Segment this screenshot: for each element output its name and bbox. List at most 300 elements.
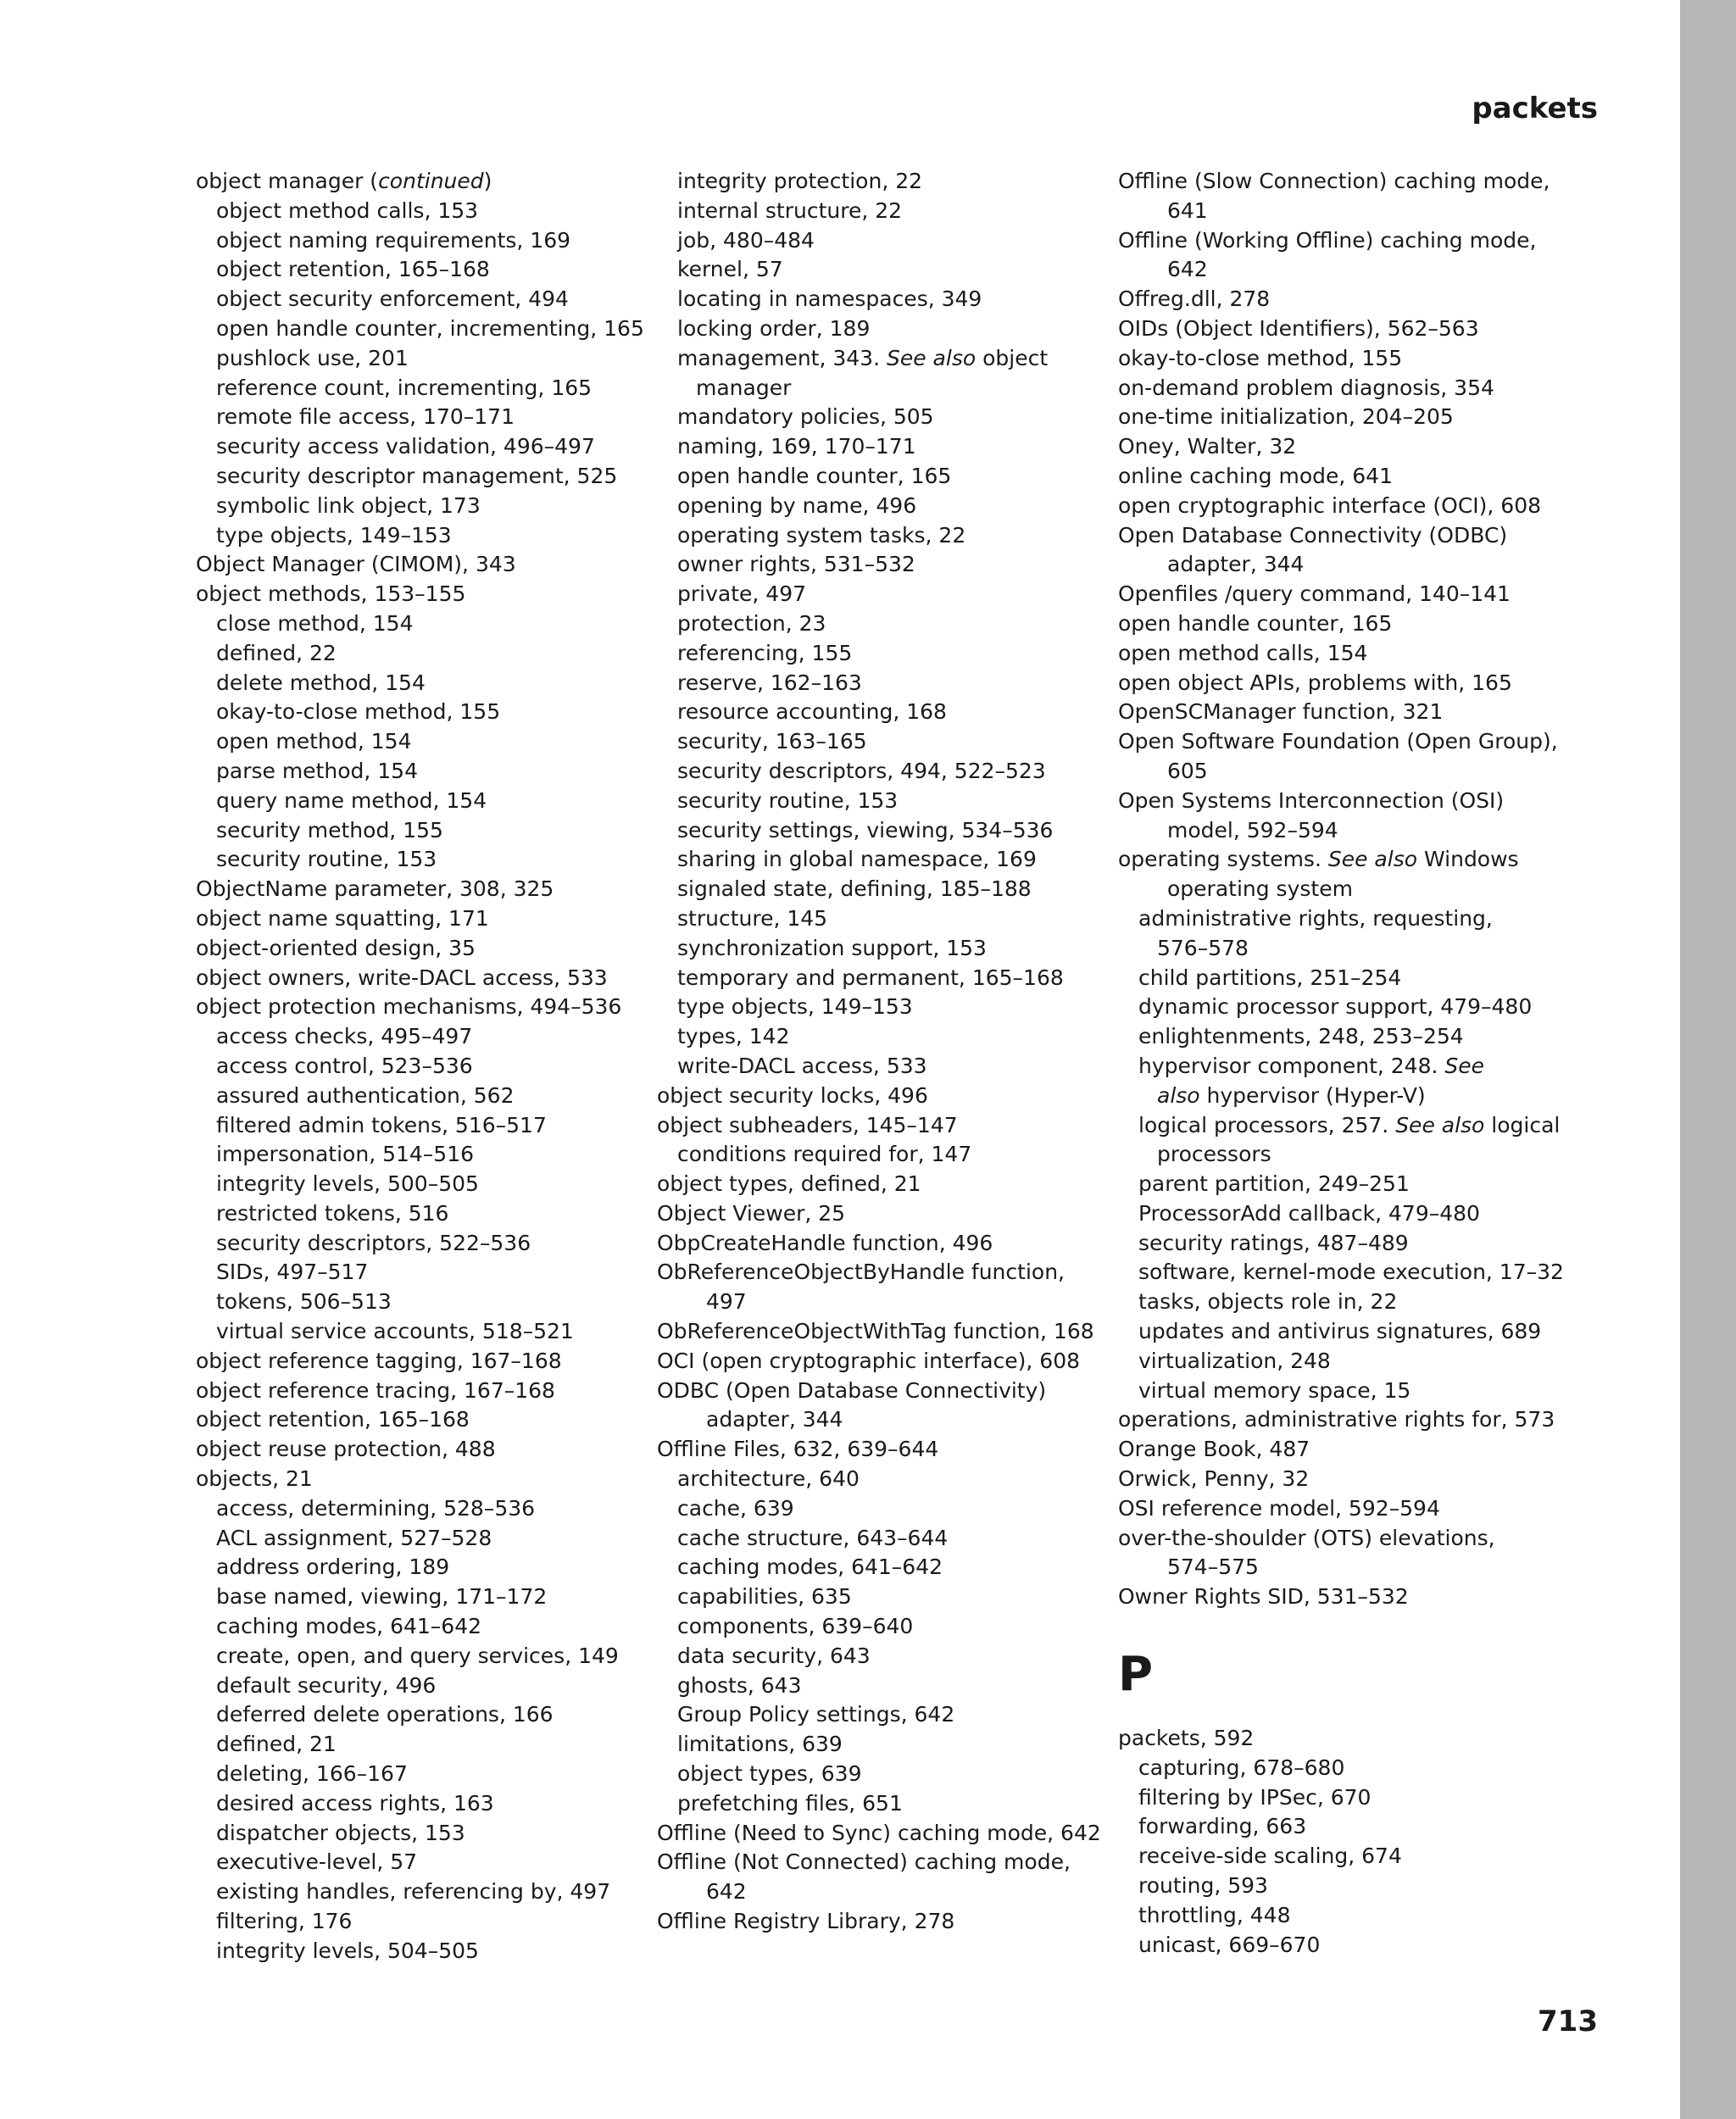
entry-text: ObReferenceObjectByHandle function,: [657, 1260, 1065, 1285]
index-entry: [196, 993, 654, 1022]
index-entry: [1118, 1465, 1627, 1494]
entry-text: Group Policy settings, 642: [677, 1702, 955, 1727]
entry-text: virtualization, 248: [1138, 1348, 1331, 1373]
entry-text: restricted tokens, 516: [216, 1200, 449, 1226]
index-subentry: [196, 521, 654, 551]
entry-text: one-time initialization, 204–205: [1118, 404, 1454, 430]
entry-text: naming, 169, 170–171: [677, 434, 916, 459]
index-entry: [657, 1907, 1106, 1937]
index-subentry: [1118, 1901, 1627, 1931]
index-subentry: [1118, 1199, 1627, 1229]
index-subentry: [196, 1877, 654, 1907]
index-subentry: [657, 432, 1106, 462]
index-subentry: [1118, 904, 1627, 934]
entry-text: access control, 523–536: [216, 1053, 473, 1078]
index-subentry: [196, 609, 654, 639]
entry-text: executive-level, 57: [216, 1849, 418, 1875]
index-subentry: [1118, 1812, 1627, 1842]
entry-text: query name method, 154: [216, 787, 487, 813]
index-subentry: [657, 639, 1106, 669]
index-subentry: [196, 1288, 654, 1317]
index-subentry: [657, 197, 1106, 226]
index-subentry: [657, 226, 1106, 256]
index-subentry: [657, 1760, 1106, 1789]
entry-text: receive-side scaling, 674: [1138, 1844, 1402, 1869]
index-subentry: [196, 1848, 654, 1877]
entry-text: integrity protection, 22: [677, 169, 923, 193]
index-subentry: [1118, 1842, 1627, 1872]
page-number: 713: [1538, 2005, 1598, 2038]
index-subentry: [1118, 1140, 1627, 1170]
index-subentry: [657, 1465, 1106, 1494]
entry-text: 574–575: [1167, 1554, 1259, 1580]
index-entry: [657, 1229, 1106, 1259]
index-entry: [1118, 492, 1627, 521]
entry-text: ODBC (Open Database Connectivity): [657, 1377, 1047, 1403]
index-subentry: [196, 285, 654, 314]
entry-text: 642: [706, 1879, 747, 1905]
entry-text: Object Viewer, 25: [657, 1200, 846, 1226]
index-subentry: [196, 1052, 654, 1082]
entry-text: hypervisor component, 248.: [1138, 1053, 1445, 1078]
index-subentry: [657, 757, 1106, 787]
entry-text: reference count, incrementing, 165: [216, 375, 593, 400]
entry-text: 641: [1167, 197, 1208, 223]
index-subentry: [196, 1082, 654, 1111]
entry-text: object retention, 165–168: [196, 1407, 470, 1432]
entry-text: adapter, 344: [706, 1407, 843, 1432]
index-subentry: [1118, 1931, 1627, 1960]
index-entry: [657, 1877, 1106, 1907]
entry-text: ProcessorAdd callback, 479–480: [1138, 1200, 1480, 1226]
entry-text: sharing in global namespace, 169: [677, 847, 1037, 872]
entry-text: operating systems.: [1118, 847, 1328, 872]
index-subentry: [196, 816, 654, 846]
entry-text: open cryptographic interface (OCI), 608: [1118, 492, 1542, 518]
entry-text: prefetching files, 651: [677, 1790, 903, 1816]
entry-text: assured authentication, 562: [216, 1082, 515, 1108]
entry-text: operating system tasks, 22: [677, 522, 966, 548]
index-entry: [657, 1377, 1106, 1406]
entry-text: filtering by IPSec, 670: [1138, 1784, 1372, 1810]
entry-text: caching modes, 641–642: [677, 1554, 943, 1580]
index-subentry: [196, 432, 654, 462]
index-column-2: [657, 167, 1106, 1937]
entry-text: kernel, 57: [677, 257, 783, 282]
index-entry: [657, 1317, 1106, 1347]
index-entry: [196, 1435, 654, 1465]
entry-text: enlightenments, 248, 253–254: [1138, 1024, 1464, 1049]
index-subentry: [657, 1022, 1106, 1052]
entry-text: Object Manager (CIMOM), 343: [196, 552, 516, 577]
index-subentry: [657, 727, 1106, 757]
entry-text: open object APIs, problems with, 165: [1118, 670, 1512, 695]
index-subentry: [657, 698, 1106, 727]
index-entry: [1118, 285, 1627, 314]
index-subentry: [1118, 1082, 1627, 1111]
index-subentry: [196, 1760, 654, 1789]
entry-text: 576–578: [1157, 935, 1249, 960]
index-entry: [1118, 1553, 1627, 1582]
entry-text: base named, viewing, 171–172: [216, 1584, 548, 1610]
index-entry: [657, 1347, 1106, 1377]
entry-suffix: hypervisor (Hyper-V): [1199, 1082, 1426, 1108]
entry-text: open method, 154: [216, 729, 412, 754]
entry-italic: See also: [886, 345, 976, 370]
entry-text: integrity levels, 504–505: [216, 1938, 479, 1963]
entry-text: access, determining, 528–536: [216, 1495, 536, 1521]
index-subentry: [196, 1199, 654, 1229]
index-entry: [1118, 432, 1627, 462]
entry-text: create, open, and query services, 149: [216, 1643, 619, 1668]
index-subentry: [657, 167, 1106, 197]
entry-text: capturing, 678–680: [1138, 1755, 1345, 1780]
entry-italic: also: [1157, 1082, 1200, 1108]
index-subentry: [196, 1819, 654, 1849]
index-entry: [657, 1199, 1106, 1229]
entry-text: object method calls, 153: [216, 197, 479, 223]
entry-text: Offreg.dll, 278: [1118, 286, 1271, 312]
index-column-3-entries-p: [1118, 1724, 1627, 1960]
entry-text: software, kernel-mode execution, 17–32: [1138, 1260, 1564, 1285]
entry-text: 605: [1167, 758, 1208, 783]
entry-text: tasks, objects role in, 22: [1138, 1289, 1398, 1315]
entry-text: open handle counter, 165: [677, 463, 952, 488]
entry-text: operations, administrative rights for, 573: [1118, 1407, 1555, 1432]
index-subentry: [657, 255, 1106, 285]
entry-text: components, 639–640: [677, 1614, 914, 1639]
entry-text: administrative rights, requesting,: [1138, 905, 1493, 931]
entry-text: packets, 592: [1118, 1726, 1255, 1751]
entry-text: object reuse protection, 488: [196, 1437, 496, 1462]
entry-text: OCI (open cryptographic interface), 608: [657, 1348, 1081, 1373]
entry-text: ACL assignment, 527–528: [216, 1525, 492, 1550]
entry-text: internal structure, 22: [677, 197, 903, 223]
page-edge-tab: [1680, 0, 1736, 2119]
entry-text: pushlock use, 201: [216, 345, 409, 370]
index-subentry: [657, 993, 1106, 1022]
entry-text: object naming requirements, 169: [216, 227, 571, 253]
entry-text: locating in namespaces, 349: [677, 286, 982, 312]
entry-text: OIDs (Object Identifiers), 562–563: [1118, 315, 1479, 341]
index-subentry: [657, 1052, 1106, 1082]
entry-italic: See also: [1327, 847, 1418, 872]
entry-text: manager: [696, 375, 792, 400]
entry-text: object retention, 165–168: [216, 257, 490, 282]
index-subentry: [657, 1789, 1106, 1819]
index-subentry: [196, 492, 654, 521]
index-entry: [196, 580, 654, 609]
entry-text: type objects, 149–153: [216, 522, 452, 548]
index-column-3: [1118, 167, 1627, 1960]
index-entry: [196, 550, 654, 580]
index-entry: [657, 1288, 1106, 1317]
index-subentry: [196, 1612, 654, 1642]
index-subentry: [196, 669, 654, 698]
entry-text: synchronization support, 153: [677, 935, 987, 960]
index-entry: [1118, 1724, 1627, 1754]
index-subentry: [1118, 1052, 1627, 1082]
index-subentry: [196, 787, 654, 816]
index-subentry: [657, 492, 1106, 521]
index-entry: [196, 1347, 654, 1377]
entry-text: 497: [706, 1289, 747, 1315]
index-subentry: [657, 314, 1106, 344]
index-entry: [657, 1848, 1106, 1877]
index-entry: [1118, 1435, 1627, 1465]
index-entry: [1118, 1582, 1627, 1612]
entry-text: Oney, Walter, 32: [1118, 434, 1297, 459]
entry-text: Open Database Connectivity (ODBC): [1118, 522, 1508, 548]
entry-text: OSI reference model, 592–594: [1118, 1495, 1440, 1521]
entry-text: ghosts, 643: [677, 1672, 802, 1698]
index-subentry: [657, 875, 1106, 904]
entry-text: delete method, 154: [216, 670, 426, 695]
entry-text: okay-to-close method, 155: [216, 699, 501, 725]
index-subentry: [196, 1170, 654, 1199]
index-entry: [657, 1435, 1106, 1465]
index-entry: [196, 1405, 654, 1435]
index-subentry: [1118, 964, 1627, 993]
index-subentry: [196, 1022, 654, 1052]
entry-text: on-demand problem diagnosis, 354: [1118, 375, 1494, 400]
entry-text: OpenSCManager function, 321: [1118, 699, 1444, 725]
entry-text: Owner Rights SID, 531–532: [1118, 1584, 1409, 1610]
entry-text: cache, 639: [677, 1495, 794, 1521]
entry-text: address ordering, 189: [216, 1554, 450, 1580]
index-entry: [657, 1819, 1106, 1849]
index-subentry: [196, 314, 654, 344]
section-letter: P: [1118, 1647, 1154, 1703]
index-entry: [196, 167, 654, 197]
index-subentry: [657, 374, 1106, 403]
index-subentry: [196, 197, 654, 226]
entry-text: write-DACL access, 533: [677, 1053, 927, 1078]
index-entry: [1118, 757, 1627, 787]
entry-text: protection, 23: [677, 610, 826, 636]
entry-text: default security, 496: [216, 1672, 437, 1698]
entry-text: referencing, 155: [677, 640, 853, 665]
index-entry: [1118, 727, 1627, 757]
entry-text: object methods, 153–155: [196, 581, 466, 607]
index-subentry: [196, 1700, 654, 1730]
entry-text: types, 142: [677, 1024, 790, 1049]
entry-text: security routine, 153: [216, 847, 437, 872]
index-subentry: [1118, 1170, 1627, 1199]
entry-italic: See: [1444, 1053, 1485, 1078]
index-subentry: [657, 1494, 1106, 1524]
index-subentry: [196, 1140, 654, 1170]
entry-text: limitations, 639: [677, 1732, 843, 1757]
index-entry: [196, 904, 654, 934]
entry-text: mandatory policies, 505: [677, 404, 934, 430]
index-subentry: [196, 462, 654, 492]
index-entry: [657, 1082, 1106, 1111]
entry-text: security descriptors, 494, 522–523: [677, 758, 1046, 783]
index-entry: [196, 964, 654, 993]
index-subentry: [657, 462, 1106, 492]
index-subentry: [196, 374, 654, 403]
entry-text: security access validation, 496–497: [216, 434, 595, 459]
entry-italic: continued: [378, 169, 484, 193]
entry-text: Orange Book, 487: [1118, 1437, 1310, 1462]
index-entry: [1118, 197, 1627, 226]
entry-text: Open Systems Interconnection (OSI): [1118, 787, 1505, 813]
entry-text: temporary and permanent, 165–168: [677, 965, 1064, 990]
entry-text: object types, 639: [677, 1761, 862, 1787]
entry-text: parse method, 154: [216, 758, 418, 783]
index-subentry: [1118, 1229, 1627, 1259]
index-subentry: [657, 580, 1106, 609]
index-entry: [1118, 1494, 1627, 1524]
index-subentry: [657, 934, 1106, 964]
entry-text: management, 343.: [677, 345, 887, 370]
entry-text: processors: [1157, 1142, 1271, 1167]
index-entry: [196, 875, 654, 904]
entry-text: online caching mode, 641: [1118, 463, 1393, 488]
entry-text: opening by name, 496: [677, 492, 917, 518]
index-subentry: [657, 669, 1106, 698]
entry-text: object owners, write-DACL access, 533: [196, 965, 608, 990]
index-subentry: [196, 1671, 654, 1701]
index-subentry: [196, 1789, 654, 1819]
entry-text: object security locks, 496: [657, 1082, 928, 1108]
index-subentry: [196, 1258, 654, 1288]
index-subentry: [1118, 1377, 1627, 1406]
index-entry: [1118, 403, 1627, 432]
index-subentry: [196, 1642, 654, 1671]
entry-text: Orwick, Penny, 32: [1118, 1466, 1310, 1492]
entry-suffix: Windows: [1417, 847, 1519, 872]
index-entry: [657, 1258, 1106, 1288]
index-subentry: [196, 1553, 654, 1582]
entry-text: security settings, viewing, 534–536: [677, 817, 1054, 843]
index-entry: [196, 1377, 654, 1406]
entry-text: close method, 154: [216, 610, 414, 636]
entry-text: routing, 593: [1138, 1873, 1268, 1899]
entry-suffix: object: [976, 345, 1049, 370]
entry-text: object reference tagging, 167–168: [196, 1348, 562, 1373]
index-subentry: [1118, 1317, 1627, 1347]
entry-text: private, 497: [677, 581, 807, 607]
index-subentry: [657, 1524, 1106, 1554]
index-subentry: [196, 1111, 654, 1141]
entry-text: security method, 155: [216, 817, 443, 843]
entry-text: virtual service accounts, 518–521: [216, 1319, 574, 1344]
entry-text: child partitions, 251–254: [1138, 965, 1402, 990]
index-entry: [1118, 550, 1627, 580]
index-entry: [657, 1405, 1106, 1435]
index-subentry: [1118, 1022, 1627, 1052]
index-column-1: [196, 167, 654, 1966]
index-entry: [1118, 875, 1627, 904]
entry-text: reserve, 162–163: [677, 670, 862, 695]
entry-text: Offline (Working Offline) caching mode,: [1118, 227, 1537, 253]
entry-text: Offline (Slow Connection) caching mode,: [1118, 169, 1550, 193]
index-entry: [1118, 639, 1627, 669]
entry-text: security ratings, 487–489: [1138, 1230, 1409, 1255]
index-subentry: [196, 639, 654, 669]
index-entry: [1118, 226, 1627, 256]
entry-text: owner rights, 531–532: [677, 552, 915, 577]
index-subentry: [196, 1317, 654, 1347]
entry-text: ObReferenceObjectWithTag function, 168: [657, 1319, 1094, 1344]
index-subentry: [196, 727, 654, 757]
index-subentry: [657, 787, 1106, 816]
entry-text: updates and antivirus signatures, 689: [1138, 1319, 1542, 1344]
entry-text: open handle counter, 165: [1118, 610, 1393, 636]
entry-suffix: logical: [1484, 1112, 1561, 1137]
entry-text: deleting, 166–167: [216, 1761, 408, 1787]
index-entry: [1118, 787, 1627, 816]
entry-text: architecture, 640: [677, 1466, 860, 1492]
entry-text: Offline Registry Library, 278: [657, 1909, 955, 1934]
entry-text: Openfiles /query command, 140–141: [1118, 581, 1511, 607]
index-subentry: [196, 757, 654, 787]
index-subentry: [196, 1524, 654, 1554]
index-entry: [657, 1111, 1106, 1141]
index-subentry: [657, 904, 1106, 934]
entry-text: object subheaders, 145–147: [657, 1112, 958, 1137]
entry-text: desired access rights, 163: [216, 1790, 494, 1816]
index-subentry: [196, 845, 654, 875]
index-entry: [1118, 816, 1627, 846]
entry-text: conditions required for, 147: [677, 1142, 972, 1167]
index-subentry: [657, 285, 1106, 314]
entry-text: cache structure, 643–644: [677, 1525, 949, 1550]
index-entry: [657, 1170, 1106, 1199]
entry-text: operating system: [1167, 876, 1353, 902]
entry-text: object manager (: [196, 169, 379, 193]
index-subentry: [196, 226, 654, 256]
entry-text: parent partition, 249–251: [1138, 1171, 1410, 1197]
index-entry: [1118, 374, 1627, 403]
index-subentry: [657, 845, 1106, 875]
entry-text: caching modes, 641–642: [216, 1614, 482, 1639]
index-entry: [1118, 255, 1627, 285]
entry-text: remote file access, 170–171: [216, 404, 515, 430]
index-subentry: [1118, 1258, 1627, 1288]
index-subentry: [657, 1612, 1106, 1642]
entry-text: resource accounting, 168: [677, 699, 947, 725]
index-entry: [1118, 1524, 1627, 1554]
index-subentry: [196, 1730, 654, 1760]
entry-text: security routine, 153: [677, 787, 899, 813]
index-subentry: [196, 1229, 654, 1259]
index-entry: [196, 1465, 654, 1494]
entry-text: object name squatting, 171: [196, 905, 489, 931]
entry-text: capabilities, 635: [677, 1584, 852, 1610]
entry-text: filtering, 176: [216, 1909, 353, 1934]
entry-text: adapter, 344: [1167, 552, 1305, 577]
entry-text: security descriptors, 522–536: [216, 1230, 531, 1255]
entry-text: dispatcher objects, 153: [216, 1820, 465, 1845]
entry-text: symbolic link object, 173: [216, 492, 481, 518]
index-entry: [196, 934, 654, 964]
entry-text: object types, defined, 21: [657, 1171, 921, 1197]
entry-italic: See also: [1395, 1112, 1485, 1137]
entry-text: unicast, 669–670: [1138, 1932, 1321, 1957]
entry-text: security descriptor management, 525: [216, 463, 618, 488]
entry-text: deferred delete operations, 166: [216, 1702, 554, 1727]
entry-text: type objects, 149–153: [677, 994, 913, 1020]
index-subentry: [196, 1937, 654, 1966]
index-subentry: [196, 1582, 654, 1612]
entry-text: Offline (Need to Sync) caching mode, 642: [657, 1820, 1101, 1845]
entry-text: filtered admin tokens, 516–517: [216, 1112, 547, 1137]
index-subentry: [196, 403, 654, 432]
entry-text: logical processors, 257.: [1138, 1112, 1396, 1137]
